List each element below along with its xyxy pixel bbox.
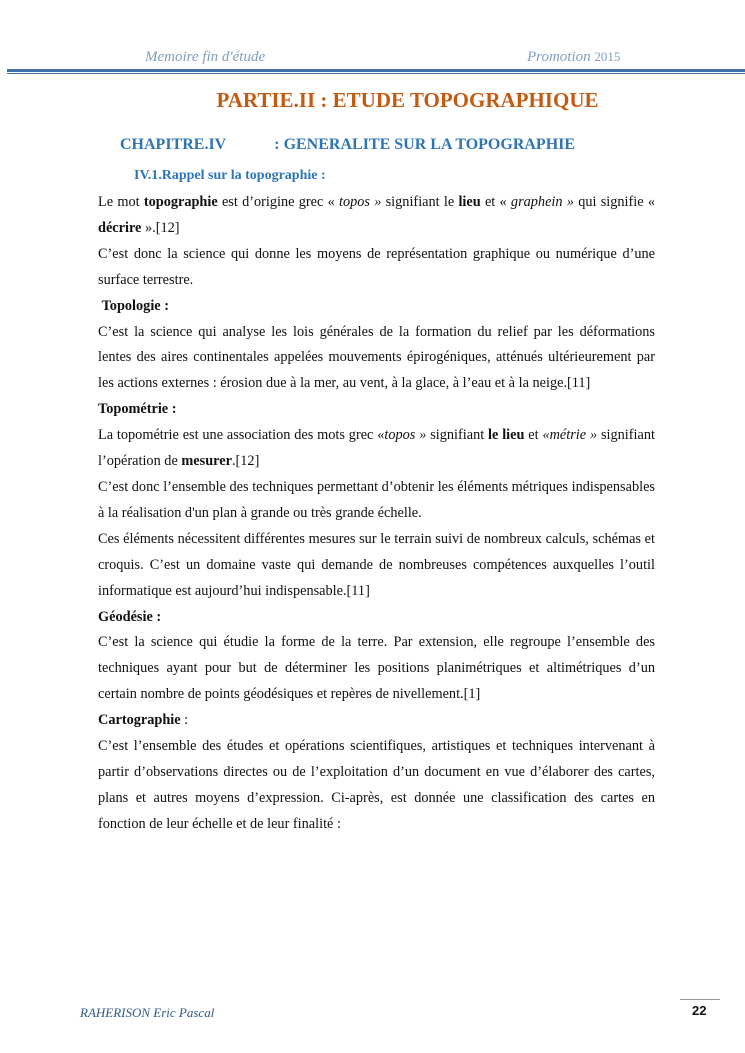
term-le-lieu: le lieu bbox=[488, 427, 525, 444]
chapter-name: : GENERALITE SUR LA TOPOGRAPHIE bbox=[274, 136, 576, 153]
text: Le mot bbox=[98, 194, 144, 210]
text: : bbox=[180, 712, 189, 729]
text: La topométrie est une association des mots grec « bbox=[98, 427, 385, 444]
paragraph-topometrie-mesures: Ces éléments nécessitent différentes mesures sur le terrain suivi de nombreux calculs, schémas et croquis. C’est un domaine vaste qui demande de nombreuses compétences auxquelles l’outil informatique est aujourd’hui indispensable.[11] bbox=[98, 530, 655, 599]
heading-geodesie: Géodésie : bbox=[98, 608, 162, 625]
chapter-number: CHAPITRE.IV bbox=[120, 136, 227, 153]
text: ».[12] bbox=[141, 219, 180, 236]
paragraph-cartographie: C’est l’ensemble des études et opérations scientifiques, artistiques et techniques intervenant à partir d’observations directes ou de l’exploitation d’un document en vue d’élaborer des cartes, plans et autres moyens d’expression. Ci-après, est donnée une classification des cartes en fonction de leur échelle et de leur finalité : bbox=[98, 738, 655, 832]
text: est d’origine grec « bbox=[217, 194, 339, 210]
text: signifiant le bbox=[381, 194, 459, 210]
text: signifiant l’opération de bbox=[98, 427, 655, 470]
header-left: Memoire fin d'étude bbox=[145, 49, 266, 65]
term-metrie: «métrie » bbox=[542, 427, 598, 444]
term-topographie: topographie bbox=[143, 194, 218, 210]
text: et bbox=[524, 427, 543, 444]
term-topos: topos » bbox=[338, 194, 382, 210]
text: qui signifie « bbox=[573, 194, 655, 210]
paragraph-definition: C’est donc la science qui donne les moyens de représentation graphique ou numérique d’une surface terrestre. bbox=[98, 245, 655, 288]
header-year: 2015 bbox=[594, 49, 621, 64]
heading-text: Topologie : bbox=[101, 297, 169, 314]
paragraph-topometrie bbox=[98, 423, 655, 475]
footer-author: RAHERISON Eric Pascal bbox=[80, 1005, 215, 1020]
paragraph-topometrie-techniques: C’est donc l’ensemble des techniques permettant d’obtenir les éléments métriques indispensables à la réalisation d'un plan à grande ou très grande échelle. bbox=[98, 478, 655, 521]
paragraph-topologie: C’est la science qui analyse les lois générales de la formation du relief par les déformations lentes des aires continentales appelées mouvements épirogéniques, atténués ultérieurement par les actions externes : érosion due à la mer, au vent, à la glace, à l’eau et à la neige.[11] bbox=[98, 323, 655, 392]
term-decrire: décrire bbox=[98, 219, 142, 236]
header-rule-thick bbox=[7, 69, 745, 72]
heading-topologie bbox=[98, 294, 655, 320]
text: et « bbox=[480, 194, 511, 210]
term-mesurer: mesurer bbox=[181, 453, 232, 470]
text: .[12] bbox=[231, 453, 260, 470]
heading-topometrie: Topométrie : bbox=[98, 401, 177, 418]
term-graphein: graphein » bbox=[510, 194, 574, 210]
chapter-title bbox=[120, 136, 575, 154]
header-promotion: Promotion bbox=[527, 49, 591, 65]
term-lieu: lieu bbox=[458, 194, 481, 210]
header-rule-thin bbox=[7, 73, 745, 74]
section-title: IV.1.Rappel sur la topographie : bbox=[134, 168, 326, 183]
page-number: 22 bbox=[692, 1003, 707, 1018]
text: signifiant bbox=[426, 427, 489, 444]
paragraph-topographie bbox=[98, 190, 655, 242]
footer-rule bbox=[680, 999, 720, 1000]
header-right bbox=[527, 49, 620, 66]
part-title: PARTIE.II : ETUDE TOPOGRAPHIQUE bbox=[216, 88, 599, 112]
heading-cartographie bbox=[98, 708, 655, 734]
paragraph-geodesie: C’est la science qui étudie la forme de la terre. Par extension, elle regroupe l’ensemble des techniques ayant pour but de déterminer les positions planimétriques et altimétriques d’un certain nombre de points géodésiques et repères de nivellement.[1] bbox=[98, 634, 655, 703]
term-topos: topos » bbox=[384, 427, 427, 444]
document-body bbox=[98, 190, 655, 838]
heading-text: Cartographie bbox=[98, 712, 181, 729]
